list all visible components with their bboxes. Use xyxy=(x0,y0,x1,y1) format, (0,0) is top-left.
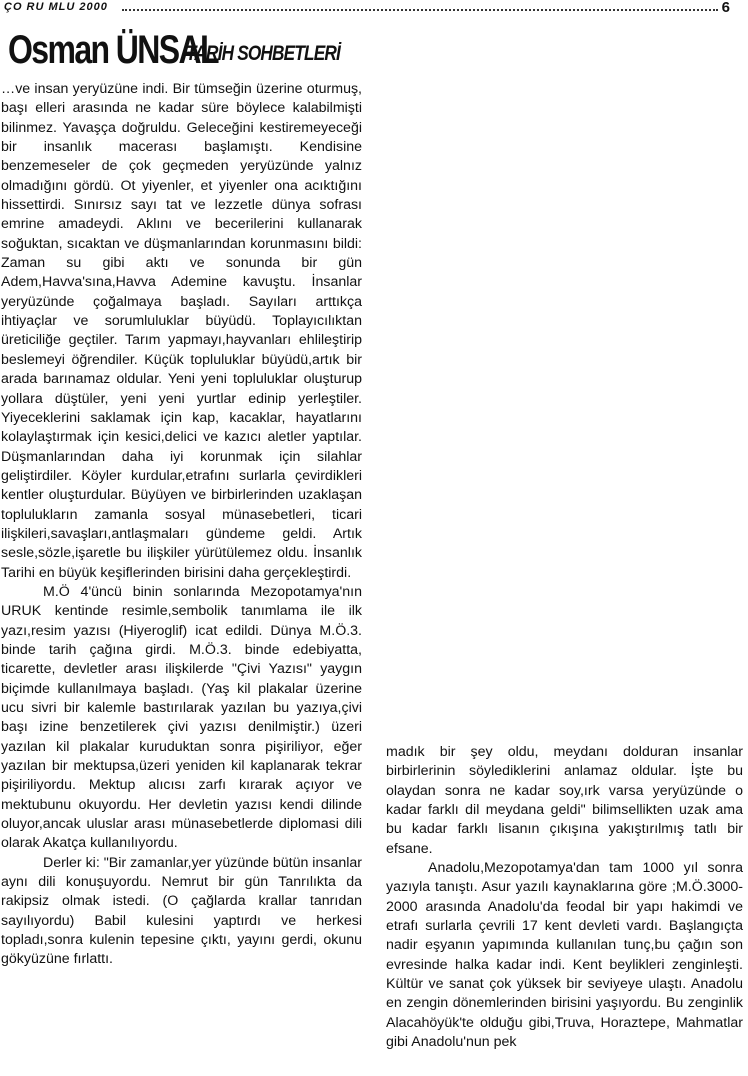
paragraph: M.Ö 4'üncü binin sonlarında Mezopotamya'nın URUK kentinde resimle,sembolik tanımlama ile ilk yazı,resim yazısı (Hiyeroglif) icat edildi. Dünya M.Ö.3. binde tarih çağına girdi. M.Ö.3. binde edebiyatta, ticarette, devletler arası ilişkilerde "Çivi Yazısı" yaygın biçimde kullanılmaya başladı. (Yaş kil plakalar üzerine ucu sivri bir kalemle bastırılarak yazılan bu yazıya,çivi başı izine benzetilerek çivi yazısı denilmiştir.) üzeri yazılan kil plakalar kuruduktan sonra pişiriliyor, eğer yazılan bir mektupsa,üzeri yeniden kil kaplanarak tekrar pişiriliyordu. Mektup alıcısı zarfı kırarak açıyor ve mektubunu okuyordu. Her devletin yazısı kendi dilinde oluyor,ancak uluslar arası münasebetlerde diplomasi dili olarak Akatça kullanılıyordu. xyxy=(1,583,362,852)
right-column xyxy=(386,743,743,1053)
paragraph: Anadolu,Mezopotamya'dan tam 1000 yıl sonra yazıyla tanıştı. Asur yazılı kaynaklarına göre ;M.Ö.3000-2000 arasında Anadolu'da feodal bir yapı hakimdi ve etrafı surlarla çevrili 17 kent devleti vardı. Başlangıçta nadir eşyanın yapımında kullanılan tunç,bu çağın son evresinde halka kadar indi. Kent beylikleri zenginleşti. Kültür ve sanat çok yüksek bir seviyeye ulaştı. Anadolu en zengin dönemlerinden birisini yaşıyordu. Bu zenginlik Alacahöyük'te olduğu gibi,Truva, Horaztepe, Mahmatlar gibi Anadolu'nun pek xyxy=(386,860,743,1051)
left-column xyxy=(1,80,362,970)
paragraph: …ve insan yeryüzüne indi. Bir tümseğin üzerine oturmuş, başı elleri arasında ne kadar süre böylece kalabilmişti bilinmez. Yavaşça doğruldu. Geleceğini kestiremeyeceği bir insanlık macerası başlamıştı. Kendisine benzemeseler de çok geçmeden yeryüzünde yalnız olmadığını gördü. Ot yiyenler, et yiyenler ona acıktığını hissettirdi. Sınırsız sayı tat ve lezzetle dünya sofrası emrine amadeydi. Aklını ve becerilerini kullanarak soğuktan, sıcaktan ve düşmanlarından korunmasını bildi: Zaman su gibi aktı ve sonunda bir gün Adem,Havva'sına,Havva Ademine kavuştu. İnsanlar yeryüzünde çoğalmaya başladı. Sayıları arttıkça ihtiyaçlar ve sorumluluklar büyüdü. Toplayıcılıktan üreticiliğe geçtiler. Tarım yapmayı,hayvanları ehlileştirip beslemeyi öğrendiler. Küçük topluluklar büyüdü,artık bir arada barınamaz oldular. Yeni yeni topluluklar oluşturup yollara düştüler, yeni yeni yurtlar edinip yerleştiler. Yiyeceklerini saklamak için kap, kacaklar, hayatlarını kolaylaştırmak için kesici,delici ve kazıcı aletler yaptılar. Düşmanlarından daha iyi korunmak için silahlar geliştirdiler. Köyler kurdular,etrafını surlarla çevirdikleri kentler oluşturdular. Büyüyen ve birbirlerinden uzaklaşan toplulukların zamanla sosyal münasebetleri, ticari ilişkileri,savaşları,antlaşmaları gündeme geldi. Artık sesle,sözle,işaretle bu ilişkiler yürütülemez oldu. İnsanlık Tarihi en büyük keşiflerinden birisini daha gerçekleştirdi. xyxy=(1,81,362,581)
paragraph: madık bir şey oldu, meydanı dolduran insanlar birbirlerinin söylediklerini anlamaz oldular. İşte bu olaydan sonra ne kadar soy,ırk varsa yeryüzünde o kadar farklı dil meydana geldi" bilimsellikten uzak ama bu kadar farklı lisanın çıkışına yakıştırılmış tatlı bir efsane. xyxy=(386,744,743,857)
page-header xyxy=(0,0,748,18)
header-dotted-rule xyxy=(122,9,718,11)
author-name: Osman ÜNSAL xyxy=(8,28,218,72)
page-number: 6 xyxy=(721,0,730,16)
publication-name: ÇO RU MLU 2000 xyxy=(4,1,108,13)
article-title xyxy=(8,28,340,78)
series-title: TARİH SOHBETLERİ xyxy=(186,42,340,65)
paragraph: Derler ki: "Bir zamanlar,yer yüzünde bütün insanlar aynı dili konuşuyordu. Nemrut bir gün Tanrılıkta da rakipsiz olmak istedi. (O çağlarda krallar tanrıdan sayılıyordu) Babil kulesini yaptırdı ve herkesi topladı,sonra kulenin tepesine çıktı, yayını gerdi, okunu gökyüzüne fırlattı. xyxy=(1,854,362,968)
